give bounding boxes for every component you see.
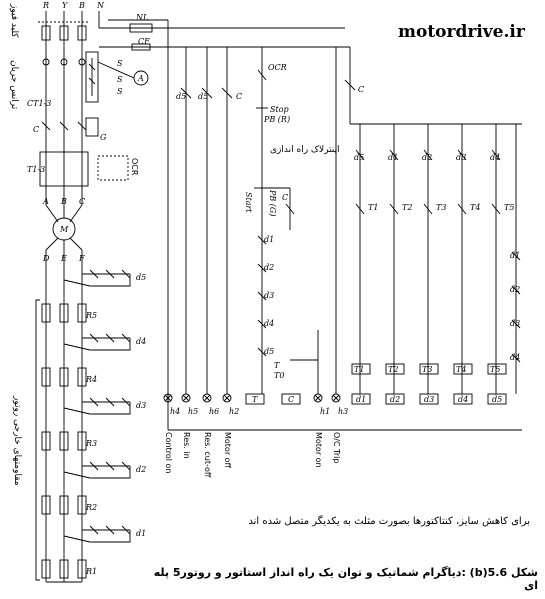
svg-text:T: T: [274, 361, 280, 370]
svg-text:C: C: [358, 85, 365, 94]
coil-label: T: [252, 395, 258, 404]
t5-chain-label: d4: [510, 353, 521, 362]
timer-contact-label: T2: [402, 203, 413, 212]
timer-rung: [386, 124, 412, 404]
rung-contact-label: d5: [354, 153, 365, 162]
svg-text:C: C: [33, 125, 40, 134]
coil-row: [246, 394, 300, 404]
ct-annotation: ترانس جریان: [9, 60, 19, 110]
contactor-label: d2: [136, 465, 147, 474]
fuse-annotation: کلید فیوز: [9, 4, 19, 38]
svg-text:B: B: [61, 197, 67, 206]
main-contactor: [33, 118, 107, 142]
svg-text:OCR: OCR: [268, 63, 287, 72]
rotor-resistor-steps: [42, 270, 146, 578]
contactor-coil-label: d4: [458, 395, 469, 404]
lamp-label: Res. in: [182, 432, 191, 459]
svg-text:E: E: [61, 254, 67, 263]
contactor-coil-label: d2: [390, 395, 401, 404]
indicator-lamp: [203, 394, 219, 478]
svg-text:C: C: [236, 92, 243, 101]
interlock-contact-label: d1: [264, 235, 275, 244]
rotor-step: [42, 398, 146, 450]
lamp-id: h6: [209, 407, 220, 416]
svg-text:OCR: OCR: [130, 158, 139, 176]
lamp-label: Motor on: [314, 432, 323, 468]
rung-contact-label: d4: [490, 153, 501, 162]
current-transformer: [27, 52, 148, 108]
rung-contact-label: d2: [422, 153, 433, 162]
overcurrent-relay: [27, 152, 139, 186]
timer-coil-label: T2: [388, 365, 399, 374]
rotor-step: [42, 334, 146, 386]
timer-rung: [488, 124, 514, 404]
svg-text:C: C: [79, 197, 86, 206]
coil: [282, 394, 300, 404]
svg-text:Start: Start: [244, 192, 253, 213]
interlock-contact-label: d3: [264, 291, 275, 300]
indicator-lamps: [164, 394, 348, 478]
t5-chain-label: d1: [510, 251, 521, 260]
contactor-coil-label: d5: [492, 395, 503, 404]
resistor-label: R2: [86, 503, 98, 512]
figure-caption: شکل 5.6(b) :دیاگرام شماتیک و توان یک راه انداز استاتور و روتور5 پله ای: [153, 566, 538, 592]
resistor-label: R5: [86, 311, 98, 320]
svg-text:D: D: [43, 254, 50, 263]
svg-text:S: S: [117, 59, 123, 68]
diagram-note: برای کاهش سایز، کنتاکتورها بصورت مثلث به یکدیگر متصل شده اند: [248, 516, 530, 527]
rung-contact-label: d3: [456, 153, 467, 162]
site-name: motordrive.ir: [398, 22, 525, 42]
svg-text:S: S: [117, 87, 123, 96]
svg-text:T0: T0: [274, 371, 285, 380]
contactor-coil-label: d1: [356, 395, 367, 404]
svg-text:PB (G): PB (G): [268, 190, 277, 217]
resistor-label: R4: [86, 375, 98, 384]
contactor-label: d3: [136, 401, 147, 410]
svg-text:F: F: [79, 254, 85, 263]
contactor-label: d5: [136, 273, 147, 282]
svg-text:A: A: [138, 74, 144, 83]
timer-rung: [420, 124, 446, 404]
lamp-id: h4: [170, 407, 181, 416]
coil: [246, 394, 264, 404]
t5-chain-label: d3: [510, 319, 521, 328]
phase-label-b: B: [79, 1, 85, 10]
svg-text:Stop: Stop: [270, 105, 289, 114]
rotor-step: [42, 462, 146, 514]
contactor-label: d4: [136, 337, 147, 346]
ct-label: CT1-3: [27, 99, 52, 108]
indicator-lamp: [164, 394, 180, 473]
phase-label-y: Y: [62, 1, 68, 10]
indicator-lamp: [332, 394, 348, 463]
rotor-step: [42, 270, 146, 322]
lamp-label: O/C Trip: [332, 432, 341, 464]
contactor-label: d1: [136, 529, 147, 538]
timer-contact-label: T4: [470, 203, 481, 212]
interlock-contact-label: d2: [264, 263, 275, 272]
rotor-step: [42, 526, 146, 578]
lamp-id: h2: [229, 407, 240, 416]
timer-coil-label: T4: [456, 365, 467, 374]
resistor-annotation: مقاومتهای خارجی روتور: [12, 396, 22, 486]
interlock-contact-label: d4: [264, 319, 275, 328]
svg-text:d5: d5: [198, 92, 209, 101]
phase-label-r: R: [43, 1, 50, 10]
svg-text:CF: CF: [138, 37, 150, 46]
resistor-label: R1: [86, 567, 98, 576]
timer-coil-label: T5: [490, 365, 501, 374]
svg-text:اینترلاک راه اندازی: اینترلاک راه اندازی: [270, 145, 340, 155]
timer-coil-label: T1: [354, 365, 365, 374]
lamp-id: h3: [338, 407, 349, 416]
lamp-label: Motor off: [223, 432, 232, 469]
svg-text:C: C: [282, 193, 289, 202]
interlock-contacts: [258, 235, 274, 356]
lamp-id: h1: [320, 407, 331, 416]
timer-contact-label: T1: [368, 203, 379, 212]
indicator-lamp: [314, 394, 330, 468]
coil-label: C: [288, 395, 295, 404]
t5-contact-chain: [510, 124, 520, 394]
timer-contact-label: T3: [436, 203, 447, 212]
timer-rungs: [352, 124, 514, 404]
rung-contact-label: d1: [388, 153, 399, 162]
indicator-lamp: [182, 394, 198, 459]
timer-contact-label: T5: [504, 203, 515, 212]
phase-label-n: N: [97, 1, 104, 10]
interlock-contact-label: d5: [264, 347, 275, 356]
indicator-lamp: [223, 394, 239, 469]
svg-text:d5: d5: [176, 92, 187, 101]
svg-text:NL: NL: [136, 13, 149, 22]
svg-text:M: M: [60, 225, 69, 234]
svg-text:A: A: [43, 197, 49, 206]
timer-rung: [352, 124, 378, 404]
lamp-label: Control on: [164, 432, 173, 474]
lamp-id: h5: [188, 407, 199, 416]
contactor-coil-label: d3: [424, 395, 435, 404]
t5-chain-label: d2: [510, 285, 521, 294]
lamp-label: Res. cut-off: [203, 432, 212, 478]
resistor-label: R3: [86, 439, 98, 448]
svg-text:G: G: [100, 133, 107, 142]
timer-coil-label: T3: [422, 365, 433, 374]
timer-rung: [454, 124, 480, 404]
svg-text:PB (R): PB (R): [264, 115, 291, 124]
svg-text:S: S: [117, 75, 123, 84]
svg-text:T1-3: T1-3: [27, 165, 46, 174]
